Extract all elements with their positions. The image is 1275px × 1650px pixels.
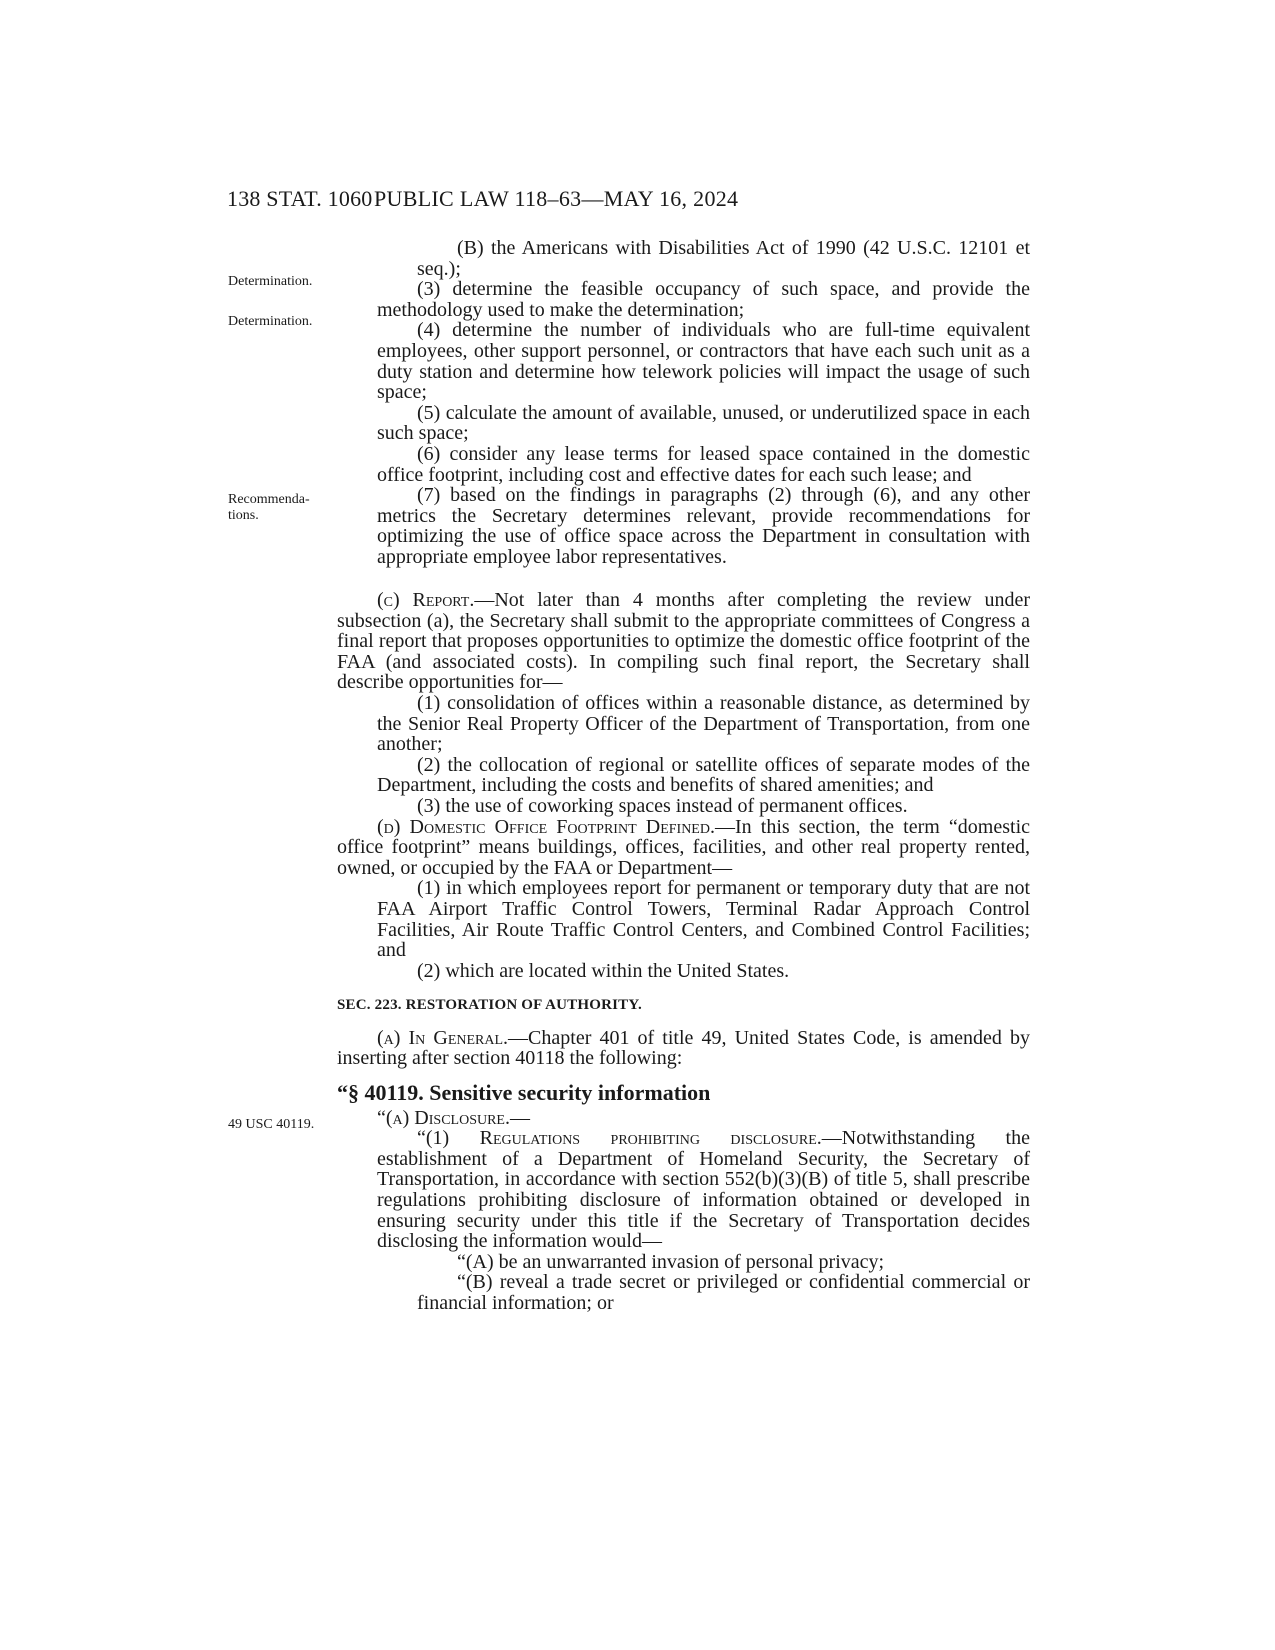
main-text-column: [377, 238, 1030, 568]
section-223-a: [337, 1028, 1030, 1069]
disclosure-label: “(a) Disclosure.: [377, 1106, 510, 1129]
inserted-section-title: “§ 40119. Sensitive security information: [337, 1080, 711, 1106]
disclosure-heading: [337, 1108, 1030, 1129]
regulations-a: “(A) be an unwarranted invasion of personal privacy;: [457, 1250, 885, 1273]
paragraph-5: (5) calculate the amount of available, unused, or underutilized space in each such space;: [377, 401, 1030, 445]
subsection-d-text: —In this section, the term “domestic office footprint” means buildings, offices, facilities, and other real property rented, owned, or occupied by the FAA or Department—: [337, 815, 1031, 879]
section-heading: SEC. 223. RESTORATION OF AUTHORITY.: [337, 997, 642, 1014]
subsection-c-3: (3) the use of coworking spaces instead of permanent offices.: [417, 794, 908, 817]
paragraph-b-ada: (B) the Americans with Disabilities Act of 1990 (42 U.S.C. 12101 et seq.);: [417, 237, 1030, 280]
section-223-a-heading: (a) In General.: [377, 1026, 509, 1049]
subsection-c-2: (2) the collocation of regional or satellite offices of separate modes of the Department, including the costs and benefits of shared amenities; and: [377, 753, 1030, 797]
paragraph-4: (4) determine the number of individuals who are full-time equivalent employees, other support personnel, or contractors that have each such unit as a duty station and determine how telework policies will impact the usage of such space;: [377, 319, 1030, 404]
paragraph-7: (7) based on the findings in paragraphs (2) through (6), and any other metrics the Secretary determines relevant, provide recommendations for optimizing the use of office space across the Department in consultation with appropriate employee labor representatives.: [377, 484, 1030, 568]
margin-note-determination-2: Determination.: [228, 314, 313, 329]
subsection-c-1: (1) consolidation of offices within a reasonable distance, as determined by the Senior Real Property Officer of the Department of Transportation, from one another;: [377, 691, 1030, 756]
running-head: PUBLIC LAW 118–63—MAY 16, 2024: [374, 186, 739, 211]
regulations-heading: “(1) Regulations prohibiting disclosure.: [417, 1127, 822, 1150]
margin-note-usc-citation: 49 USC 40119.: [228, 1117, 315, 1132]
subsection-d-2: (2) which are located within the United States.: [417, 959, 790, 982]
subsection-d-1: (1) in which employees report for permanent or temporary duty that are not FAA Airport Traffic Control Towers, Terminal Radar Approach Control Facilities, Air Route Traffic Control Centers, and Combined Control Facilities; and: [377, 877, 1030, 962]
margin-note-determination-1: Determination.: [228, 274, 313, 289]
subsection-c-text: —Not later than 4 months after completing the review under subsection (a), the Secretary shall submit to the appropriate committees of Congress a final report that proposes opportunities to optimize the domestic office footprint of the FAA (and associated costs). In compiling such final report, the Secretary shall describe opportunities for—: [337, 589, 1030, 694]
stat-page-number: 138 STAT. 1060: [227, 186, 373, 211]
regulations-b: “(B) reveal a trade secret or privileged or confidential commercial or financial information; or: [417, 1271, 1030, 1314]
subsection-d: [337, 817, 1030, 879]
paragraph-6: (6) consider any lease terms for leased space contained in the domestic office footprint, including cost and effective dates for each such lease; and: [377, 442, 1030, 486]
disclosure-dash: —: [510, 1106, 530, 1129]
margin-note-recommendations: Recommenda- tions.: [228, 492, 310, 523]
subsection-c-block: [337, 590, 1030, 1314]
regulations-paragraph: [337, 1128, 1030, 1252]
paragraph-3: (3) determine the feasible occupancy of such space, and provide the methodology used to make the determination;: [377, 278, 1030, 321]
subsection-c-heading: (c) Report.: [377, 589, 475, 611]
section-223-a-text: —Chapter 401 of title 49, United States Code, is amended by inserting after section 40118 the following:: [337, 1026, 1030, 1070]
subsection-d-heading: (d) Domestic Office Footprint Defined.: [377, 815, 715, 838]
subsection-c: [337, 590, 1030, 693]
regulations-text: —Notwithstanding the establishment of a Department of Homeland Security, the Secretary of Transportation, in accordance with section 552(b)(3)(B) of title 5, shall prescribe regulations prohibiting disclosure of information obtained or developed in ensuring security under this title if the Secretary of Transportation decides disclosing the information would—: [377, 1127, 1030, 1253]
